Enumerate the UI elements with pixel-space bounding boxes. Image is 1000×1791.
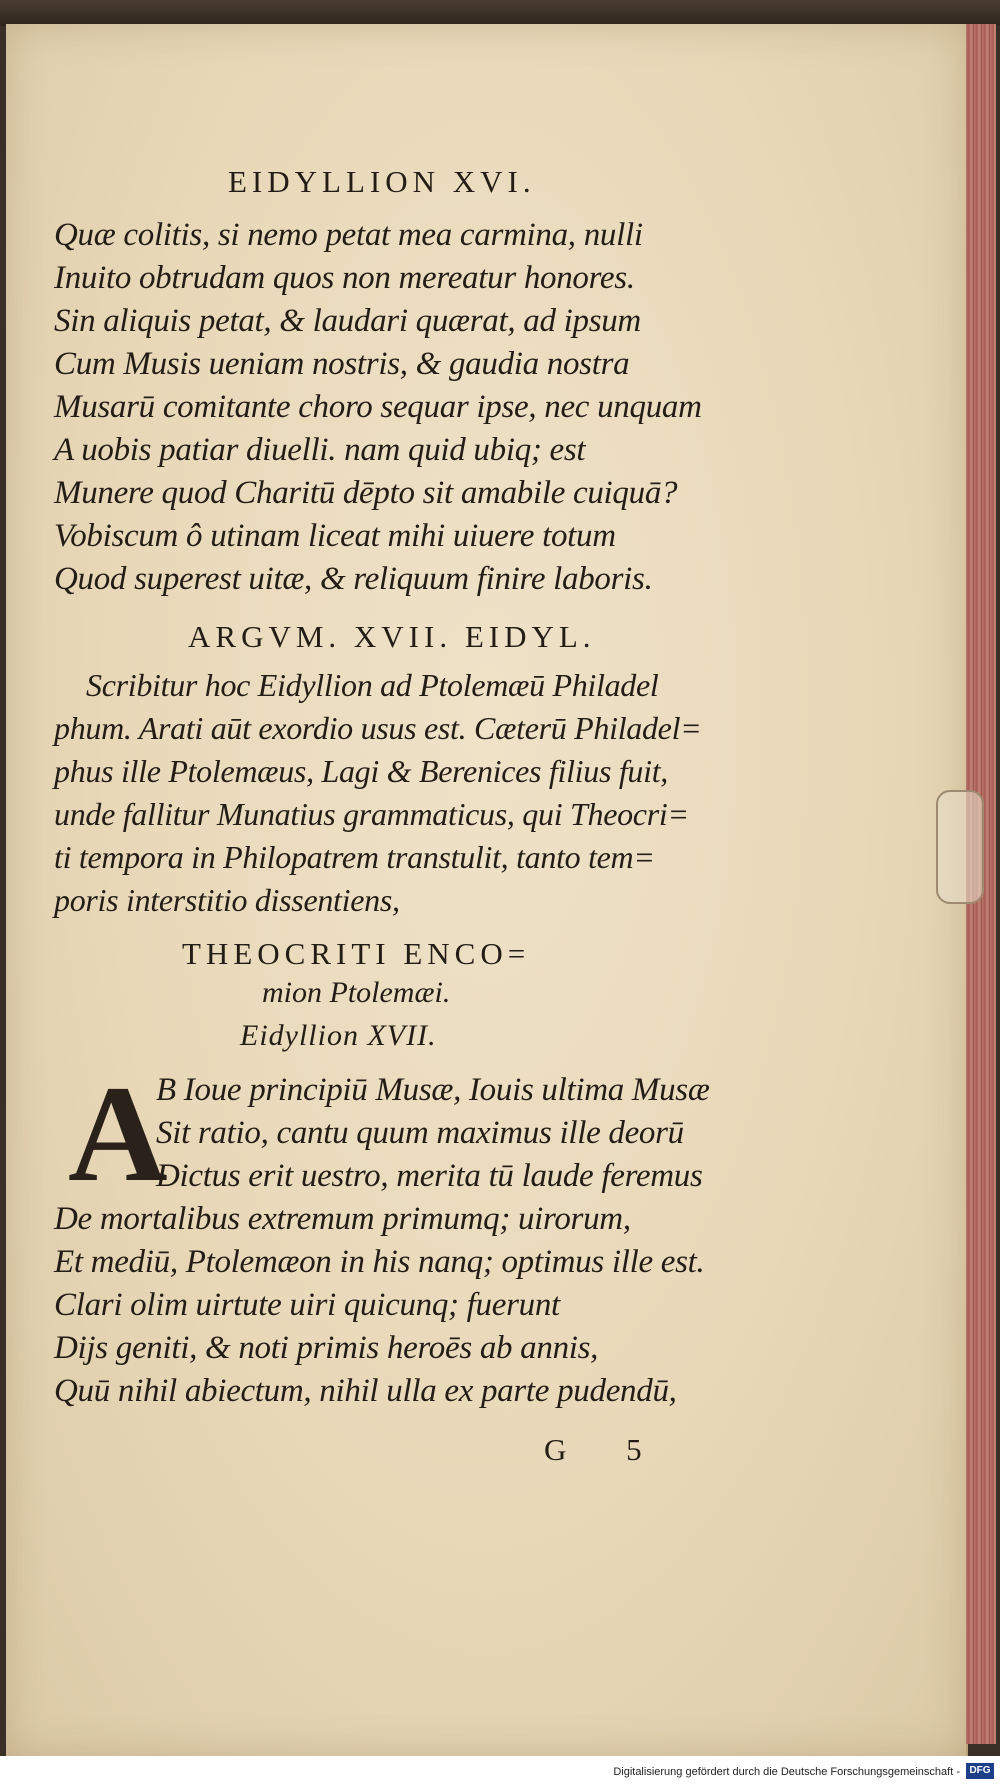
- verse-line: Quod superest uitæ, & reliquum finire laboris.: [54, 561, 653, 597]
- page-title: EIDYLLION XVI.: [228, 164, 536, 199]
- verse-line: Dijs geniti, & noti primis heroēs ab annis,: [54, 1330, 599, 1366]
- top-binding: [0, 0, 1000, 26]
- verse-line: B Ioue principiū Musæ, Iouis ultima Musæ: [156, 1072, 710, 1108]
- verse-block-2: [54, 1057, 710, 1413]
- argument-line: Scribitur hoc Eidyllion ad Ptolemæū Philadel: [86, 667, 659, 703]
- book-page: [6, 24, 968, 1756]
- drop-cap: A: [68, 1057, 168, 1210]
- argument-block: [54, 664, 701, 922]
- footer-credit: Digitalisierung gefördert durch die Deutsche Forschungsgemeinschaft -: [613, 1766, 960, 1778]
- argument-line: phum. Arati aūt exordio usus est. Cæterū Philadel=: [54, 710, 702, 746]
- verse-line: Sin aliquis petat, & laudari quærat, ad ipsum: [54, 303, 641, 339]
- argument-line: ti tempora in Philopatrem transtulit, tanto tem=: [54, 839, 655, 875]
- verse-line: De mortalibus extremum primumq; uirorum,: [54, 1201, 631, 1237]
- argument-line: phus ille Ptolemæus, Lagi & Berenices filius fuit,: [54, 753, 669, 789]
- verse-line: Dictus erit uestro, merita tū laude feremus: [156, 1158, 703, 1194]
- verse-line: Cum Musis ueniam nostris, & gaudia nostra: [54, 346, 630, 382]
- dfg-logo: DFG: [966, 1763, 994, 1779]
- verse-line: A uobis patiar diuelli. nam quid ubiq; est: [54, 432, 586, 468]
- verse-line: Quū nihil abiectum, nihil ulla ex parte pudendū,: [54, 1373, 677, 1409]
- verse-line: Musarū comitante choro sequar ipse, nec unquam: [54, 389, 702, 425]
- verse-line: Clari olim uirtute uiri quicunq; fuerunt: [54, 1287, 560, 1323]
- verse-line: Et mediū, Ptolemæon in his nanq; optimus ille est.: [54, 1244, 705, 1280]
- argument-line: unde fallitur Munatius grammaticus, qui Theocri=: [54, 796, 689, 832]
- footer: [0, 1756, 1000, 1791]
- encomium-heading: THEOCRITI ENCO=: [182, 936, 531, 971]
- verse-line: Inuito obtrudam quos non mereatur honores.: [54, 260, 635, 296]
- verse-line: Quæ colitis, si nemo petat mea carmina, nulli: [54, 217, 643, 253]
- signature-mark: G 5: [544, 1432, 668, 1467]
- verse-line: Vobiscum ô utinam liceat mihi uiuere totum: [54, 518, 616, 554]
- argument-heading: ARGVM. XVII. EIDYL.: [188, 619, 596, 654]
- encomium-subheading: mion Ptolemæi.: [262, 976, 451, 1009]
- verse-line: Sit ratio, cantu quum maximus ille deorū: [156, 1115, 684, 1151]
- argument-line: poris interstitio dissentiens,: [54, 882, 400, 918]
- verse-line: Munere quod Charitū dēpto sit amabile cuiquā?: [54, 475, 678, 511]
- clasp-tab: [936, 790, 984, 904]
- verse-block-1: [54, 214, 702, 601]
- idyll-number: Eidyllion XVII.: [240, 1019, 437, 1052]
